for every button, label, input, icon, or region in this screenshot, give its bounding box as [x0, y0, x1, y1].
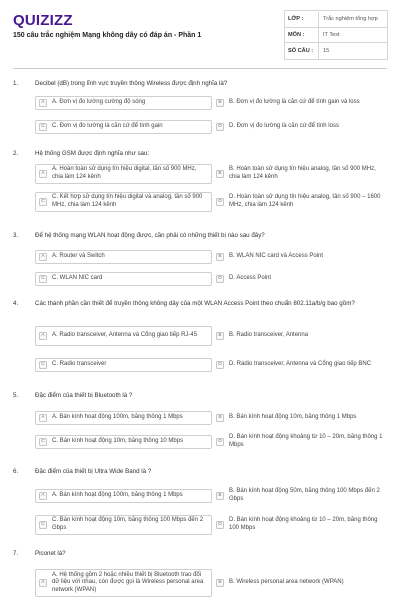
- question-number: 1.: [13, 80, 19, 87]
- answer-option-a[interactable]: [35, 250, 212, 264]
- option-text: D. Bán kính hoạt động khoảng từ 10 – 20m, băng thông 100 Mbps: [229, 517, 378, 531]
- question-number: 3.: [13, 232, 19, 239]
- option-letter: C: [39, 521, 47, 529]
- option-text: D. Radio transceiver, Antenna và Cổng giao tiếp BNC: [229, 361, 372, 368]
- option-text: C. WLAN NIC card: [52, 275, 103, 282]
- answer-option-c[interactable]: [35, 515, 212, 535]
- option-text: C. Kết hợp sử dụng tín hiệu digital và analog, tần số 900 MHz, chia làm 124 kênh: [52, 194, 203, 208]
- answer-option-a[interactable]: [35, 411, 212, 425]
- option-letter: D: [216, 521, 224, 529]
- question-number: 2.: [13, 150, 19, 157]
- answer-option-a[interactable]: [35, 489, 212, 503]
- answer-option-c[interactable]: [35, 435, 212, 449]
- answer-option-d[interactable]: [213, 272, 388, 286]
- option-text: B. Hoàn toàn sử dụng tín hiệu analog, tần số 900 MHz, chia làm 124 kênh: [229, 166, 376, 180]
- option-letter: A: [39, 99, 47, 107]
- answer-option-b[interactable]: [213, 411, 388, 425]
- option-letter: B: [216, 579, 224, 587]
- answer-option-d[interactable]: [213, 355, 388, 375]
- option-text: C. Bán kính hoạt động 10m, băng thông 10 Mbps: [52, 438, 184, 445]
- option-text: B. Bán kính hoạt động 10m, băng thông 1 Mbps: [229, 414, 357, 421]
- answer-option-d[interactable]: [213, 120, 388, 134]
- option-letter: C: [39, 275, 47, 283]
- meta-key: LỚP :: [288, 16, 304, 23]
- option-text: B. Đơn vị đo lường là căn cứ để tính gain và loss: [229, 99, 360, 106]
- option-text: B. Bán kính hoạt động 50m, băng thông 100 Mbps đến 2 Gbps: [229, 488, 380, 502]
- question-number: 6.: [13, 468, 19, 475]
- answer-option-a[interactable]: [35, 326, 212, 346]
- answer-option-d[interactable]: [213, 192, 388, 212]
- option-letter: C: [39, 198, 47, 206]
- option-text: A. Radio transceiver, Antenna và Cổng giao tiếp RJ-45: [52, 332, 198, 339]
- option-letter: A: [39, 253, 47, 261]
- question-text: Hệ thống GSM được định nghĩa như sau:: [35, 150, 150, 157]
- answer-option-c[interactable]: [35, 358, 212, 372]
- meta-row-class: [284, 12, 388, 28]
- option-text: A. Router và Switch: [52, 253, 105, 260]
- quizizz-logo: QUIZIZZ: [13, 12, 73, 29]
- question-text: Để hệ thống mạng WLAN hoạt động được, cần phải có những thiết bị nào sau đây?: [35, 232, 265, 239]
- option-letter: A: [39, 170, 47, 178]
- meta-value: 15: [318, 43, 388, 59]
- option-letter: D: [216, 198, 224, 206]
- option-letter: A: [39, 492, 47, 500]
- option-text: B. Wireless personal area network (WPAN): [229, 579, 344, 586]
- option-text: D. Access Point: [229, 275, 272, 282]
- answer-option-b[interactable]: [213, 250, 388, 264]
- answer-option-b[interactable]: [213, 486, 388, 506]
- option-text: D. Đơn vị đo lường là căn cứ để tính loss: [229, 123, 339, 130]
- option-letter: B: [216, 492, 224, 500]
- option-text: B. WLAN NIC card và Access Point: [229, 253, 324, 260]
- answer-option-d[interactable]: [213, 515, 388, 535]
- answer-option-c[interactable]: [35, 192, 212, 212]
- option-text: A. Hệ thống gồm 2 hoặc nhiều thiết bị Bluetooth trao đổi dữ liệu với nhau, còn được gọi là Wireless personal area network (WPAN): [52, 571, 204, 593]
- option-text: B. Radio transceiver, Antenna: [229, 332, 309, 339]
- meta-value: Trắc nghiệm tổng hợp: [318, 12, 388, 27]
- answer-option-c[interactable]: [35, 120, 212, 134]
- option-text: C. Radio transceiver: [52, 361, 107, 368]
- answer-option-b[interactable]: [213, 576, 388, 590]
- question-text: Piconet là?: [35, 550, 66, 557]
- page-title: 150 câu trắc nghiệm Mạng không dây có đáp án - Phần 1: [13, 32, 202, 39]
- meta-row-subject: [284, 28, 388, 44]
- option-letter: C: [39, 123, 47, 131]
- option-text: A. Đơn vị đo lường cường độ sóng: [52, 99, 146, 106]
- question-text: Decibel (dB) trong lĩnh vực truyền thông Wireless được định nghĩa là?: [35, 80, 228, 87]
- option-letter: C: [39, 361, 47, 369]
- option-letter: D: [216, 123, 224, 131]
- option-text: C. Đơn vị đo lường là căn cứ để tính gain: [52, 123, 163, 130]
- meta-table: [284, 12, 388, 59]
- option-letter: C: [39, 438, 47, 446]
- option-letter: A: [39, 579, 47, 587]
- option-text: C. Bán kính hoạt động 10m, băng thông 100 Mbps đến 2 Gbps: [52, 517, 204, 531]
- option-text: A. Bán kính hoạt động 100m, băng thông 1 Mbps: [52, 414, 183, 421]
- option-letter: D: [216, 361, 224, 369]
- option-letter: D: [216, 438, 224, 446]
- option-letter: B: [216, 170, 224, 178]
- answer-option-a[interactable]: [35, 569, 212, 597]
- question-text: Đặc điểm của thiết bị Ultra Wide Band là ?: [35, 468, 152, 475]
- question-number: 5.: [13, 392, 19, 399]
- answer-option-b[interactable]: [213, 164, 388, 184]
- option-letter: A: [39, 332, 47, 340]
- answer-option-b[interactable]: [213, 96, 388, 110]
- answer-option-a[interactable]: [35, 164, 212, 184]
- meta-key: SỐ CÂU :: [288, 47, 314, 54]
- question-number: 7.: [13, 550, 19, 557]
- question-text: Các thành phần cần thiết để truyền thông không dây của một WLAN Access Point theo chuẩn 802.11a/b/g bao gồm?: [35, 300, 355, 307]
- option-text: D. Bán kính hoạt động khoảng từ 10 – 20m, băng thông 1 Mbps: [229, 434, 383, 448]
- meta-row-count: [284, 43, 388, 59]
- option-letter: B: [216, 332, 224, 340]
- option-letter: B: [216, 99, 224, 107]
- meta-key: MÔN :: [288, 31, 305, 38]
- option-text: A. Bán kính hoạt động 100m, băng thông 1 Mbps: [52, 492, 183, 499]
- option-letter: D: [216, 275, 224, 283]
- answer-option-c[interactable]: [35, 272, 212, 286]
- answer-option-b[interactable]: [213, 326, 388, 346]
- option-text: A. Hoàn toàn sử dụng tín hiệu digital, tần số 900 MHz, chia làm 124 kênh: [52, 166, 197, 180]
- answer-option-d[interactable]: [213, 432, 388, 452]
- answer-option-a[interactable]: [35, 96, 212, 110]
- header-divider: [13, 68, 387, 69]
- option-letter: A: [39, 414, 47, 422]
- meta-value: IT Test: [318, 28, 388, 43]
- question-number: 4.: [13, 300, 19, 307]
- option-letter: B: [216, 253, 224, 261]
- question-text: Đặc điểm của thiết bị Bluetooth là ?: [35, 392, 133, 399]
- option-letter: B: [216, 414, 224, 422]
- option-text: D. Hoàn toàn sử dụng tín hiệu analog, tần số 900 – 1600 MHz, chia làm 124 kênh: [229, 194, 381, 208]
